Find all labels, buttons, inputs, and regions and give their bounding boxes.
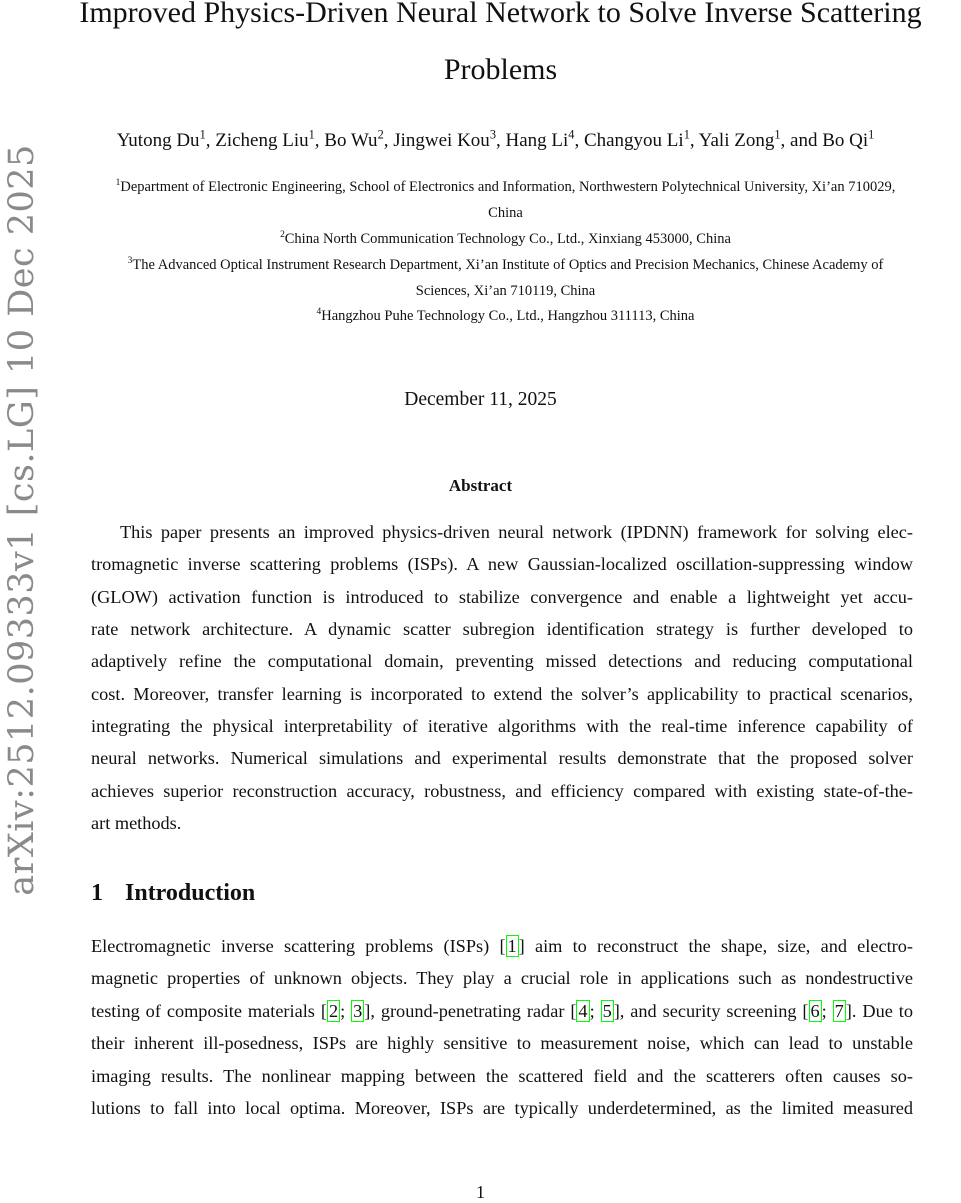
- abstract-line: This paper presents an improved physics-driven neural network (IPDNN) framework for solving elec-: [120, 522, 913, 542]
- section-number: 1: [91, 880, 103, 906]
- publication-date: December 11, 2025: [404, 389, 557, 410]
- text: ], ground-penetrating radar [: [364, 1001, 577, 1021]
- intro-line: Electromagnetic inverse scattering problems (ISPs) [ 1 ] aim to reconstruct the shape, size, and electro-: [91, 936, 914, 956]
- author: Jingwei Kou: [393, 130, 490, 151]
- intro-line: lutions to fall into local optima. Moreover, ISPs are typically underdetermined, as the limited measured: [91, 1098, 913, 1118]
- abstract-line: tromagnetic inverse scattering problems (ISPs). A new Gaussian-localized oscillation-suppressing window: [91, 554, 913, 574]
- affiliation-mark: 1: [868, 127, 875, 142]
- text: testing of composite materials [: [91, 1001, 327, 1021]
- section-heading-introduction: [91, 880, 255, 907]
- paper-title-line-2: Problems: [443, 53, 558, 86]
- abstract-line: integrating the physical interpretability of iterative algorithms with the real-time inference capability of: [91, 716, 913, 736]
- citation-link[interactable]: 1: [507, 936, 517, 956]
- arxiv-identifier-sidebar: arXiv:2512.09333v1 [cs.LG] 10 Dec 2025: [2, 144, 42, 896]
- abstract-line: rate network architecture. A dynamic scatter subregion identification strategy is further developed to: [91, 619, 913, 639]
- paper-title-line-1: Improved Physics-Driven Neural Network to Solve Inverse Scattering: [79, 0, 922, 29]
- abstract-line: (GLOW) activation function is introduced to stabilize convergence and enable a lightweight yet accu-: [91, 587, 913, 607]
- intro-line: imaging results. The nonlinear mapping between the scattered field and the scatterers often causes so-: [91, 1066, 913, 1086]
- author: Bo Wu: [324, 130, 378, 151]
- affiliation-mark: 4: [568, 127, 575, 142]
- abstract-line: neural networks. Numerical simulations and experimental results demonstrate that the proposed solver: [91, 748, 913, 768]
- author: Zicheng Liu: [215, 130, 309, 151]
- intro-line: testing of composite materials [ 2 ; 3 ], ground-penetrating radar [ 4 ; 5 ], and security screening [ 6 ; 7 ]. Due to: [91, 1001, 913, 1021]
- affiliation-3-cont: Sciences, Xi’an 710119, China: [415, 283, 596, 299]
- affiliation-mark: 1: [774, 127, 781, 142]
- author-list: Yutong Du$^1$, Zicheng Liu$^1$, Bo Wu$^2$, Jingwei Kou$^3$, Hang Li$^4$, Changyou Li$^1$, Yali Zong$^1$, and Bo Qi$^1$: [116, 127, 875, 151]
- citation-link[interactable]: 5: [602, 1001, 612, 1021]
- text: ]. Due to: [845, 1001, 913, 1021]
- affiliation-1-cont: China: [488, 205, 523, 221]
- intro-line: magnetic properties of unknown objects. They play a crucial role in applications such as nondestructive: [91, 968, 913, 988]
- affiliation-text: The Advanced Optical Instrument Research Department, Xi’an Institute of Optics and Precision Mechanics, Chinese Academy of: [132, 257, 884, 273]
- affiliation-text: Hangzhou Puhe Technology Co., Ltd., Hangzhou 311113, China: [321, 308, 695, 324]
- affiliation-text: China North Communication Technology Co., Ltd., Xinxiang 453000, China: [284, 231, 731, 247]
- affiliation-1: [50, 179, 961, 196]
- affiliation-mark: 1: [683, 127, 690, 142]
- affiliation-3: [50, 257, 961, 274]
- citation-link[interactable]: 2: [328, 1001, 339, 1021]
- abstract-heading: Abstract: [448, 476, 513, 495]
- page-number: 1: [476, 1182, 485, 1202]
- section-title: Introduction: [125, 880, 256, 906]
- author: Hang Li: [505, 130, 569, 151]
- abstract-line: adaptively refine the computational domain, preventing missed detections and reducing computational: [91, 651, 913, 671]
- affiliation-mark: 2: [377, 127, 384, 142]
- affiliation-number: 3: [127, 256, 133, 267]
- author: Yali Zong: [698, 130, 775, 151]
- citation-link[interactable]: 7: [834, 1001, 844, 1021]
- affiliation-number: 2: [280, 230, 285, 241]
- text: ], and security screening [: [613, 1001, 809, 1021]
- affiliation-number: 1: [115, 178, 121, 189]
- abstract-line: art methods.: [91, 813, 182, 833]
- citation-link[interactable]: 4: [578, 1001, 588, 1021]
- author: Changyou Li: [583, 130, 684, 151]
- citation-link[interactable]: 3: [353, 1001, 363, 1021]
- affiliation-text: Department of Electronic Engineering, School of Electronics and Information, Northwestern Polytechnical University, Xi’an 710029,: [120, 179, 896, 195]
- abstract-line: achieves superior reconstruction accuracy, robustness, and efficiency compared with existing state-of-the-: [91, 781, 913, 801]
- abstract-line: cost. Moreover, transfer learning is incorporated to extend the solver’s applicability to practical scenarios,: [91, 684, 913, 704]
- citation-link[interactable]: 6: [810, 1001, 820, 1021]
- author: and Bo Qi: [790, 130, 869, 151]
- intro-line: their inherent ill-posedness, ISPs are highly sensitive to measurement noise, which can lead to unstable: [91, 1033, 913, 1053]
- affiliation-number: 4: [316, 307, 322, 318]
- affiliation-mark: 1: [199, 127, 206, 142]
- text: Electromagnetic inverse scattering problems (ISPs): [91, 936, 500, 956]
- author: Yutong Du: [116, 130, 200, 151]
- affiliation-2: [50, 231, 961, 248]
- text: aim to reconstruct the shape, size, and electro-: [524, 936, 914, 956]
- affiliation-4: [50, 308, 961, 325]
- affiliation-mark: 3: [489, 127, 496, 142]
- affiliation-mark: 1: [308, 127, 315, 142]
